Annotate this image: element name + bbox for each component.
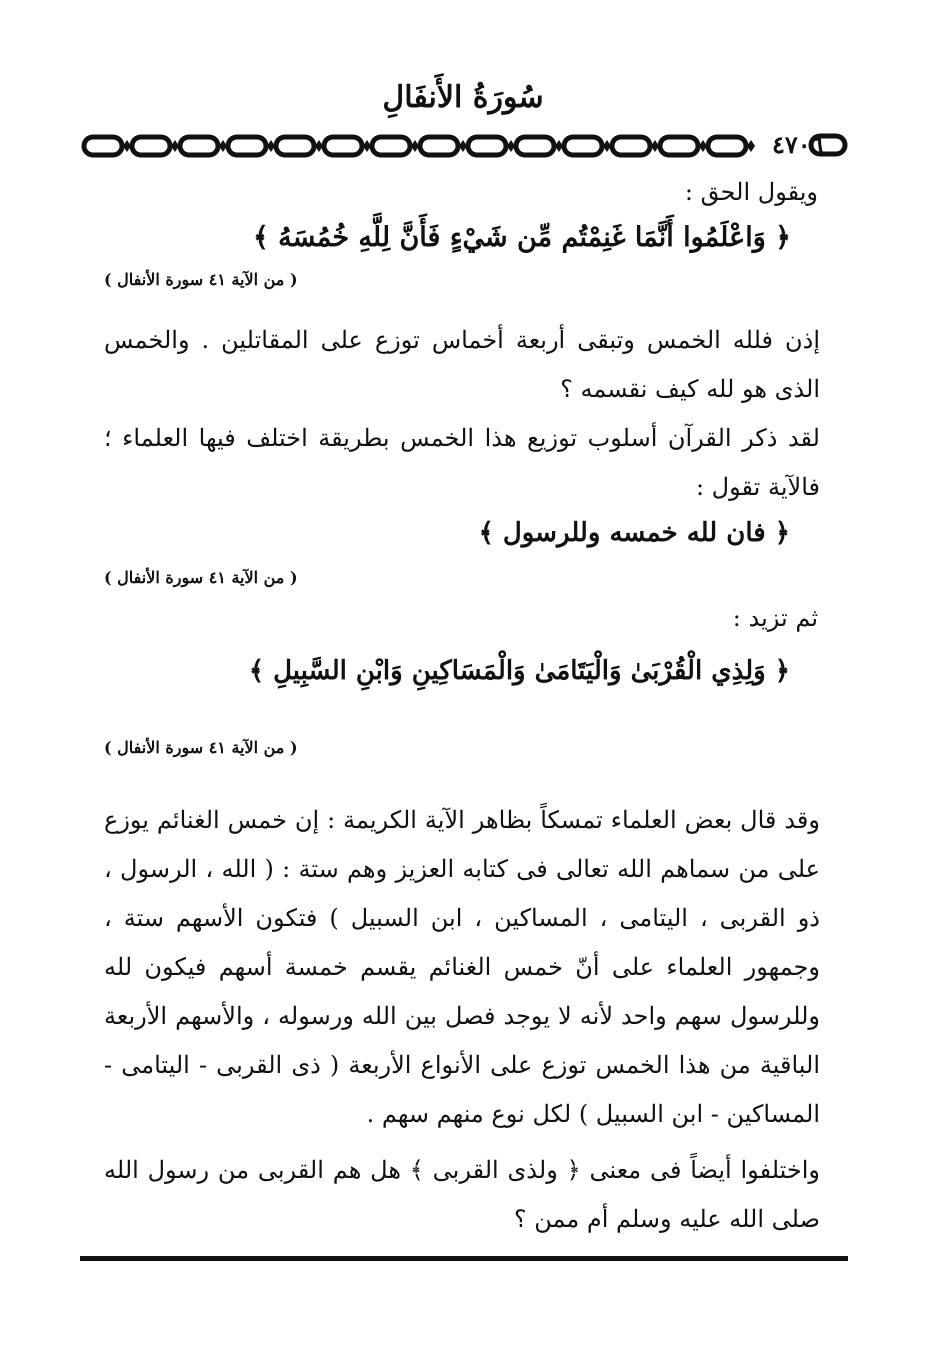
ornament-link [420, 137, 458, 155]
ornament-link [708, 137, 746, 155]
verse-reference-1: ( من الآية ٤١ سورة الأنفال ) [104, 270, 298, 289]
paragraph-4: واختلفوا أيضاً فى معنى ﴿ ولذى القربى ﴾ هل هم القربى من رسول الله صلى الله عليه وسلم أم ممن ؟ [104, 1156, 820, 1233]
chain-ornament [80, 128, 760, 164]
ornament-link [612, 137, 650, 155]
ornament-link [276, 137, 314, 155]
ornament-link [84, 137, 122, 155]
intro-line: ويقول الحق : [684, 178, 818, 206]
ornament-link [180, 137, 218, 155]
ornament-link [516, 137, 554, 155]
ornament-link [468, 137, 506, 155]
quran-verse-3: ﴿ وَلِذِي الْقُرْبَىٰ وَالْيَتَامَىٰ وَالْمَسَاكِينِ وَابْنِ السَّبِيلِ ﴾ [248, 656, 790, 686]
ornament-link [372, 137, 410, 155]
then-line: ثم تزيد : [732, 604, 818, 632]
bottom-rule [80, 1256, 848, 1261]
quran-verse-1: ﴿ وَاعْلَمُوا أَنَّمَا غَنِمْتُم مِّن شَيْءٍ فَأَنَّ لِلَّهِ خُمُسَهُ ﴾ [252, 222, 791, 253]
paragraph-2: لقد ذكر القرآن أسلوب توزيع هذا الخمس بطريقة اختلف فيها العلماء ؛ فالآية تقول : [104, 424, 820, 501]
ornament-link [660, 137, 698, 155]
paragraph-3: وقد قال بعض العلماء تمسكاً بظاهر الآية الكريمة : إن خمس الغنائم يوزع على من سماهم الله تعالى فى كتابه العزيز وهم ستة : ( الله ، الرسول ، ذو القربى ، اليتامى ، المساكين ، ابن السبيل ) فتكون الأسهم ستة ، وجمهور العلماء على أنّ خمس الغنائم يقسم خمسة أسهم فيكون لله وللرسول سهم واحد لأنه لا يوجد فصل بين الله ورسوله ، والأسهم الأربعة الباقية من هذا الخمس توزع على الأنواع الأربعة ( ذى القربى - اليتامى - المساكين - ابن السبيل ) لكل نوع منهم سهم . [104, 806, 820, 1128]
paragraph-1: إذن فلله الخمس وتبقى أربعة أخماس توزع على المقاتلين . والخمس الذى هو لله كيف نقسمه ؟ [104, 326, 820, 403]
ornament-end-cap [808, 133, 848, 157]
verse-reference-2: ( من الآية ٤١ سورة الأنفال ) [104, 568, 298, 587]
ornament-link [132, 137, 170, 155]
ornament-link [324, 137, 362, 155]
ornament-link [228, 137, 266, 155]
ornament-link [564, 137, 602, 155]
surah-title: سُورَةُ الأَنفَالِ [382, 80, 544, 115]
quran-verse-2: ﴿ فان لله خمسه وللرسول ﴾ [478, 518, 790, 548]
ornament-diamond [747, 140, 755, 152]
page-number: ٤٧٠٦ [772, 130, 824, 159]
verse-reference-3: ( من الآية ٤١ سورة الأنفال ) [104, 738, 298, 757]
